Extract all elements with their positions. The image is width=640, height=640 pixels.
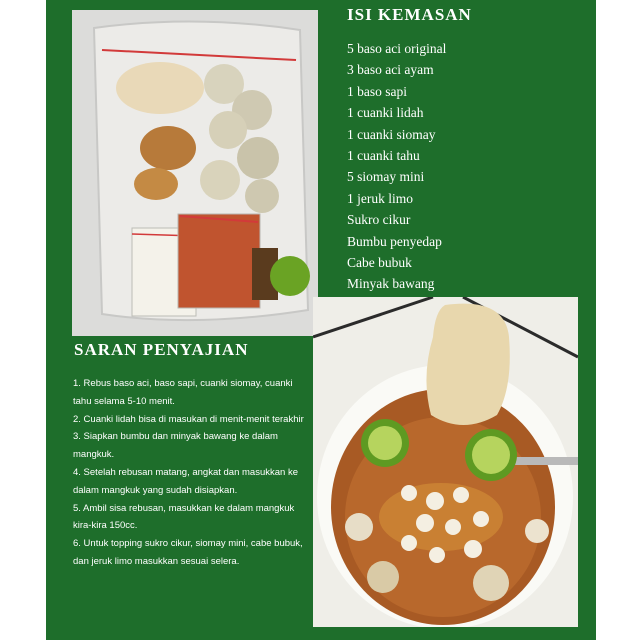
list-item: 5 baso aci original — [347, 41, 447, 56]
list-item: 2. Cuanki lidah bisa di masukan di menit-menit terakhir — [73, 413, 304, 425]
list-item: Minyak bawang — [347, 276, 435, 292]
list-item: 5 siomay mini — [347, 169, 425, 185]
list-item: 1 cuanki tahu — [347, 147, 420, 163]
list-item: 6. Untuk topping sukro cikur, siomay mini, cabe bubuk, dan jeruk limo masukkan sesuai selera. — [73, 538, 303, 567]
list-item: 5. Ambil sisa rebusan, masukkan ke dalam mangkuk kira-kira 150cc. — [73, 502, 295, 532]
saran-penyajian-title: SARAN PENYAJIAN — [74, 340, 249, 359]
list-item: 4. Setelah rebusan matang, angkat dan masukkan ke dalam mangkuk yang sudah disiapkan. — [73, 466, 298, 496]
list-item: Bumbu penyedap — [347, 233, 442, 249]
bowl-illustration — [313, 297, 578, 627]
list-item: 1 cuanki lidah — [347, 105, 424, 121]
package-illustration — [72, 10, 318, 336]
isi-kemasan-title: ISI KEMASAN — [347, 5, 472, 24]
list-item: 1 cuanki siomay — [347, 126, 436, 142]
list-item: Cabe bubuk — [347, 254, 412, 270]
list-item: 3. Siapkan bumbu dan minyak bawang ke dalam mangkuk. — [73, 431, 278, 461]
isi-kemasan-list — [347, 38, 446, 295]
saran-penyajian-list — [73, 375, 305, 571]
package-photo — [72, 10, 318, 336]
list-item: 3 baso aci ayam — [347, 62, 434, 78]
bowl-photo — [313, 297, 578, 627]
list-item: 1 jeruk limo — [347, 190, 413, 206]
list-item: 1. Rebus baso aci, baso sapi, cuanki siomay, cuanki tahu selama 5-10 menit. — [73, 378, 293, 407]
list-item: 1 baso sapi — [347, 83, 407, 99]
list-item: Sukro cikur — [347, 212, 411, 228]
